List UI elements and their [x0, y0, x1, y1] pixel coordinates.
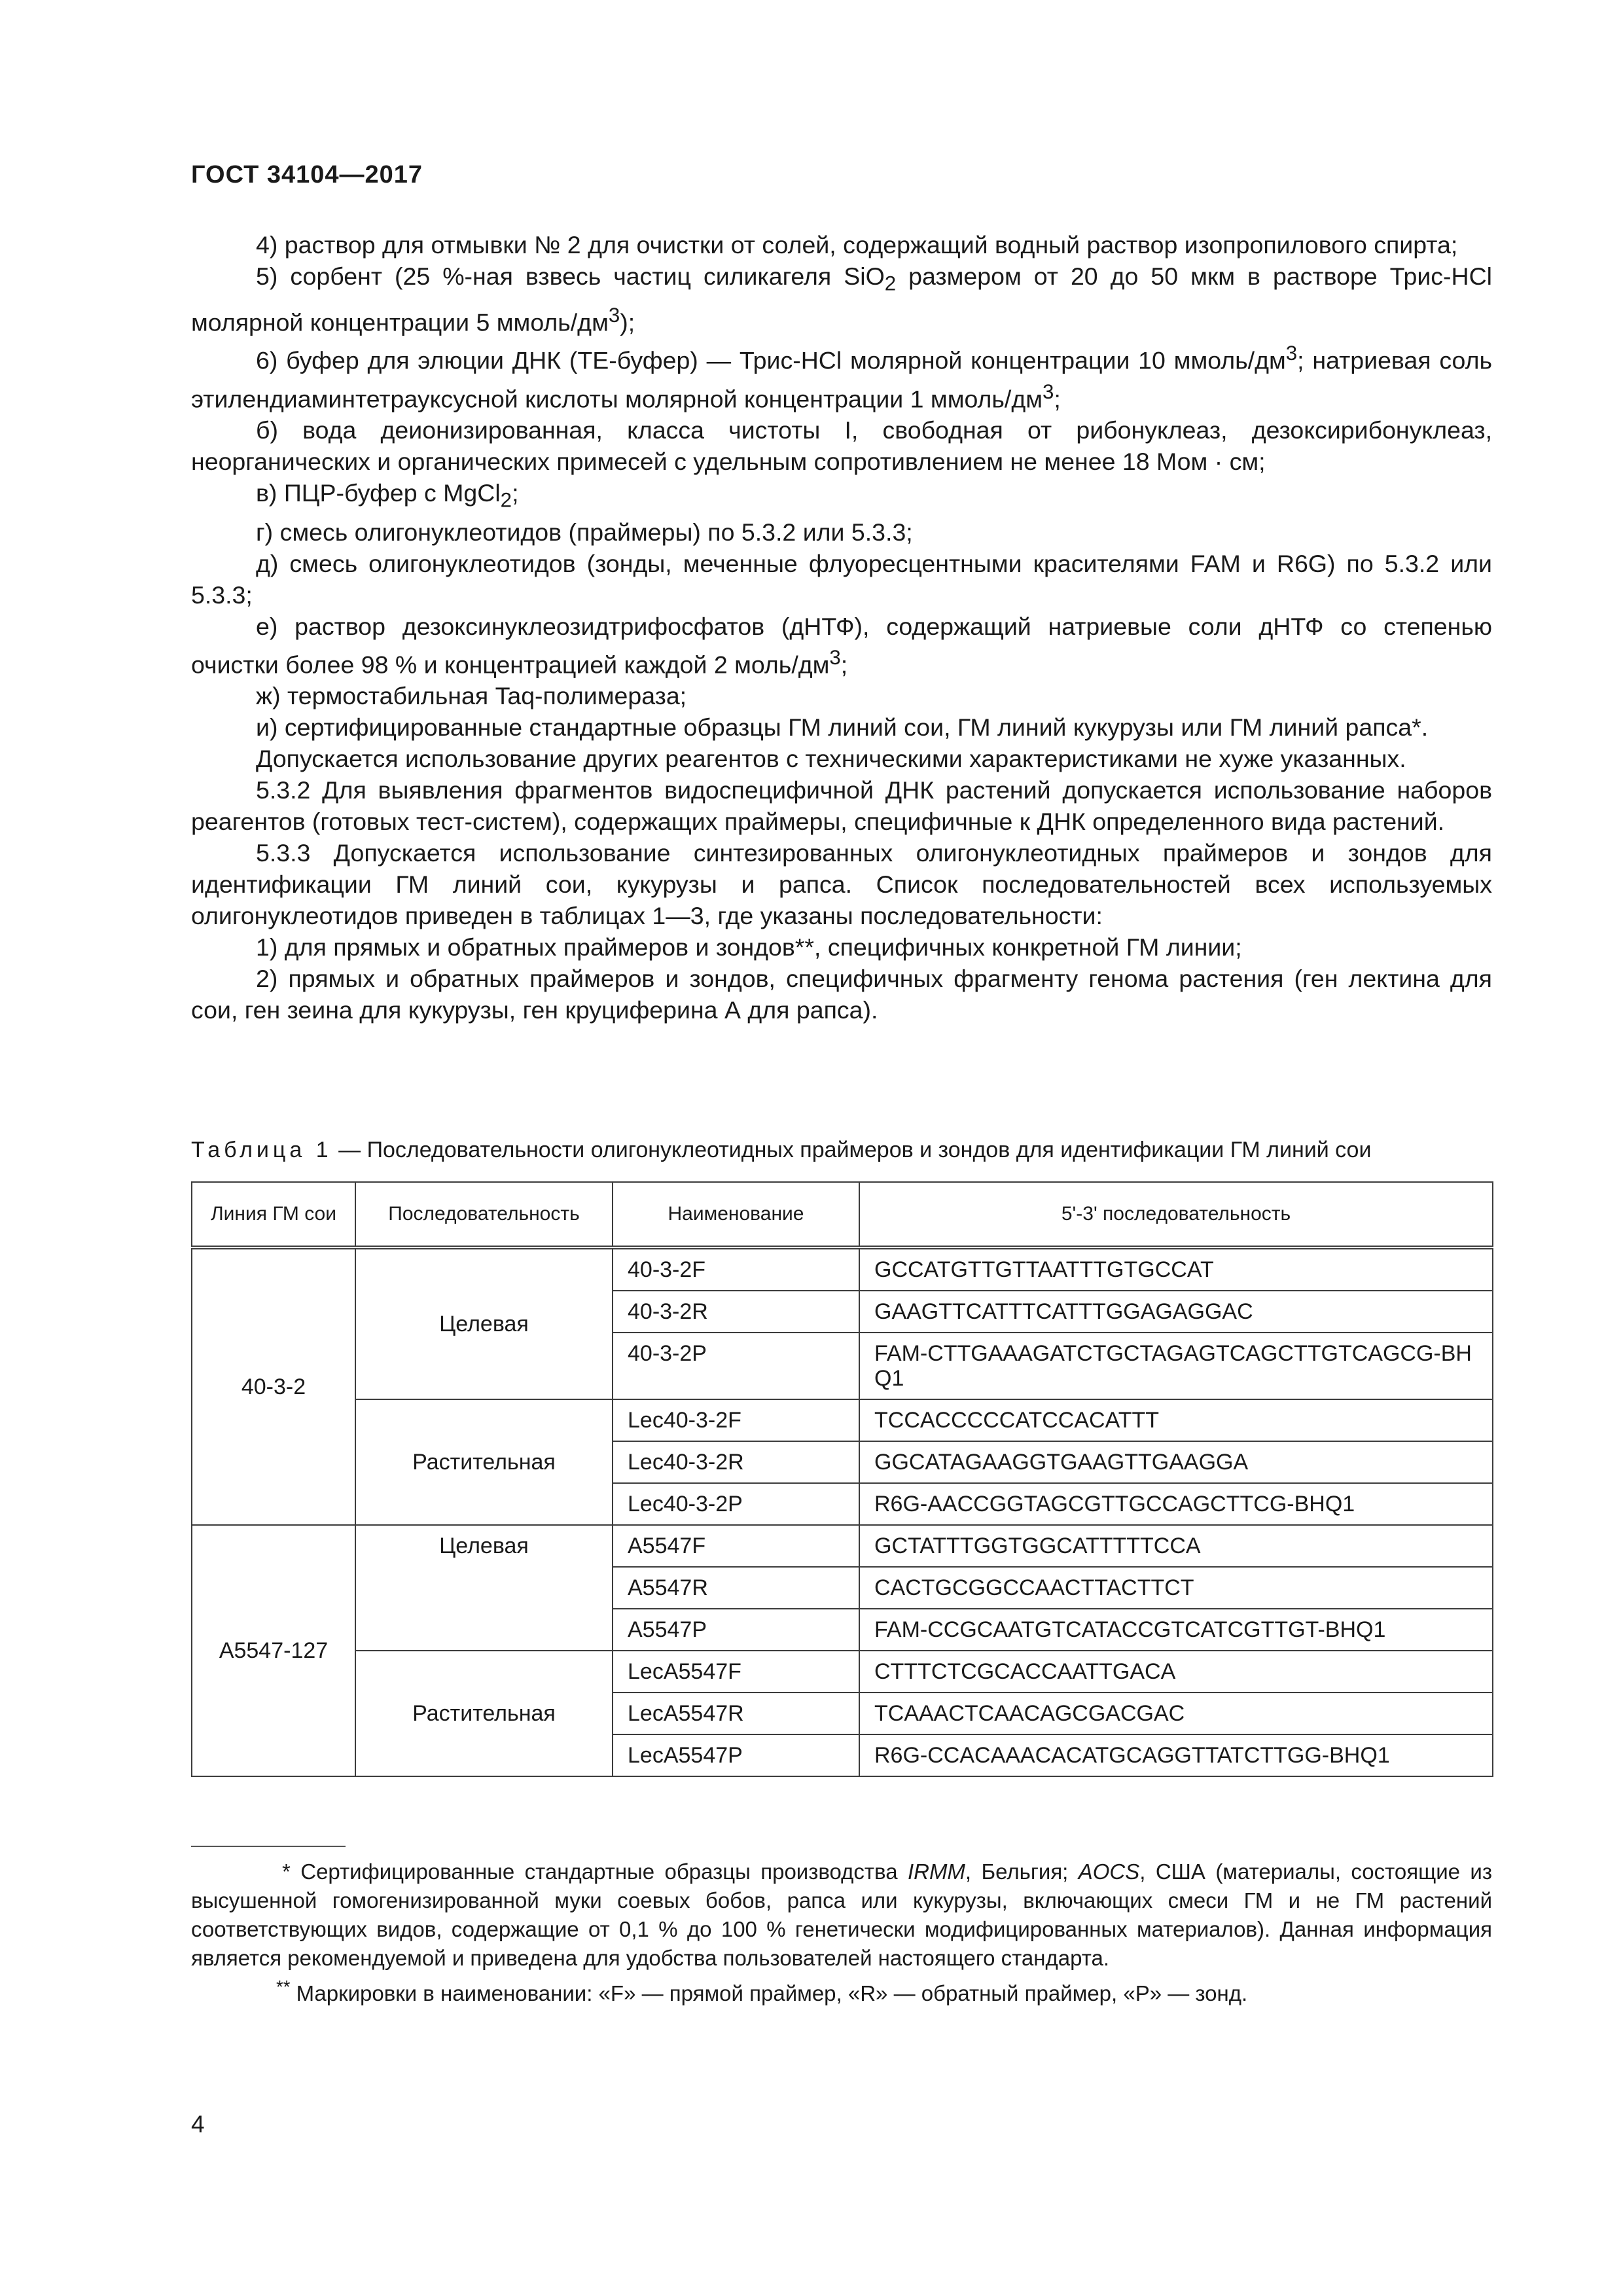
- paragraph-item-e: е) раствор дезоксинуклеозидтрифосфатов (дНТФ), содержащий натриевые соли дНТФ со степенью очистки более 98 % и концентрацией каждой 2 моль/$дм^3$;: [191, 612, 1492, 678]
- primer-sequence-cell: FAM-CTTGAAAGATCTGCTAGAGTCAGCTTGTCAGCG-BHQ1: [859, 1333, 1493, 1399]
- paragraph-item-i: и) сертифицированные стандартные образцы ГМ линий сои, ГМ линий кукурузы или ГМ линий рапса*.: [256, 713, 1429, 741]
- primer-name-cell: 40-3-2F: [613, 1247, 859, 1291]
- paragraph-5-3-2: 5.3.2 Для выявления фрагментов видоспецифичной ДНК растений допускается использование наборов реагентов (готовых тест-систем), содержащих праймеры, специфичные к ДНК определенного вида растений.: [191, 776, 1492, 835]
- paragraph-item-g: г) смесь олигонуклеотидов (праймеры) по 5.3.2 или 5.3.3;: [256, 518, 913, 546]
- primer-name-cell: LecA5547F: [613, 1651, 859, 1693]
- primer-name-cell: 40-3-2R: [613, 1291, 859, 1333]
- paragraph-item-6: 6) буфер для элюции ДНК (ТЕ-буфер) — Трис-HCl молярной концентрации 10 ммоль/$дм^3$; натриевая соль этилендиаминтетрауксусной кислоты молярной концентрации 1 ммоль/$дм^3$;: [191, 342, 1492, 412]
- paragraph-5-3-3: 5.3.3 Допускается использование синтезированных олигонуклеотидных праймеров и зондов для идентификации ГМ линий сои, кукурузы и рапса. Список последовательностей всех используемых олигонуклеотидов приведен в таблицах 1—3, где указаны последовательности:: [191, 839, 1492, 929]
- primer-sequence-cell: GCCATGTTGTTAATTTGTGCCAT: [859, 1247, 1493, 1291]
- table-row: [192, 1399, 1493, 1441]
- footnotes: [191, 1857, 1492, 2008]
- primer-name-cell: 40-3-2P: [613, 1333, 859, 1399]
- primer-sequence-cell: TCAAACTCAACAGCGACGAC: [859, 1693, 1493, 1734]
- gm-line-cell: 40-3-2: [192, 1247, 355, 1525]
- primer-sequence-cell: FAM-CCGCAATGTCATACCGTCATCGTTGT-BHQ1: [859, 1609, 1493, 1651]
- footnote-2: ** Маркировки в наименовании: «F» — прямой праймер, «R» — обратный праймер, «P» — зонд.: [276, 1977, 1248, 2005]
- primer-name-cell: Lec40-3-2F: [613, 1399, 859, 1441]
- sequence-type-cell: Целевая: [355, 1247, 613, 1399]
- paragraph-item-4: 4) раствор для отмывки № 2 для очистки от солей, содержащий водный раствор изопропилового спирта;: [256, 231, 1458, 259]
- paragraph-item-v: в) ПЦР-буфер с MgCl$_2$;: [256, 479, 519, 512]
- paragraph-list-2: 2) прямых и обратных праймеров и зондов, специфичных фрагменту генома растения (ген лектина для сои, ген зеина для кукурузы, ген круциферина А для рапса).: [191, 965, 1492, 1024]
- table-header-row: [192, 1182, 1493, 1247]
- paragraph-item-zh: ж) термостабильная Taq-полимераза;: [256, 682, 687, 709]
- footnote-1: * Сертифицированные стандартные образцы производства IRMM, Бельгия; AOCS, США (материалы, состоящие из высушенной гомогенизированной муки соевых бобов, рапса или кукурузы, включающих смеси ГМ и не ГМ растений соответствующих видов, содержащие от 0,1 % до 100 % генетически модифицированных материалов). Данная информация является рекомендуемой и приведена для удобства пользователей настоящего стандарта.: [191, 1859, 1492, 1970]
- column-header: Линия ГМ сои: [192, 1182, 355, 1247]
- document-header: ГОСТ 34104—2017: [191, 161, 423, 188]
- primer-name-cell: A5547P: [613, 1609, 859, 1651]
- primer-sequence-cell: CTTTCTCGCACCAATTGACA: [859, 1651, 1493, 1693]
- column-header: Последовательность: [355, 1182, 613, 1247]
- primer-name-cell: LecA5547P: [613, 1734, 859, 1776]
- primer-name-cell: A5547F: [613, 1525, 859, 1567]
- primer-sequence-cell: R6G-CCACAAACACATGCAGGTTATCTTGG-BHQ1: [859, 1734, 1493, 1776]
- gm-line-cell: A5547-127: [192, 1525, 355, 1776]
- sequence-type-cell: Целевая: [355, 1525, 613, 1651]
- primer-name-cell: Lec40-3-2R: [613, 1441, 859, 1483]
- primer-sequence-cell: R6G-AACCGGTAGCGTTGCCAGCTTCG-BHQ1: [859, 1483, 1493, 1525]
- table-row: [192, 1651, 1493, 1693]
- primer-name-cell: A5547R: [613, 1567, 859, 1609]
- table-title: — Последовательности олигонуклеотидных праймеров и зондов для идентификации ГМ линий сои: [332, 1138, 1372, 1162]
- table-caption: [191, 1136, 1492, 1164]
- column-header: Наименование: [613, 1182, 859, 1247]
- paragraph-item-b: б) вода деионизированная, класса чистоты I, свободная от рибонуклеаз, дезоксирибонуклеаз, неорганических и органических примесей с удельным сопротивлением не менее 18 Мом · см;: [191, 416, 1492, 475]
- primer-name-cell: Lec40-3-2P: [613, 1483, 859, 1525]
- paragraph-item-d: д) смесь олигонуклеотидов (зонды, меченные флуоресцентными красителями FAM и R6G) по 5.3.2 или 5.3.3;: [191, 549, 1492, 609]
- paragraph-list-1: 1) для прямых и обратных праймеров и зондов**, специфичных конкретной ГМ линии;: [256, 933, 1242, 961]
- table-row: [192, 1525, 1493, 1567]
- table-row: [192, 1247, 1493, 1291]
- primer-sequence-cell: CACTGCGGCCAACTTACTTCT: [859, 1567, 1493, 1609]
- sequence-type-cell: Растительная: [355, 1651, 613, 1776]
- primer-sequence-cell: GGCATAGAAGGTGAAGTTGAAGGA: [859, 1441, 1493, 1483]
- sequence-table: [191, 1181, 1493, 1777]
- primer-sequence-cell: GAAGTTCATTTCATTTGGAGAGGAC: [859, 1291, 1493, 1333]
- body-text: [191, 229, 1492, 1026]
- primer-sequence-cell: GCTATTTGGTGGCATTTTTCCA: [859, 1525, 1493, 1567]
- primer-sequence-cell: TCCACCCCCATCCACATTT: [859, 1399, 1493, 1441]
- primer-name-cell: LecA5547R: [613, 1693, 859, 1734]
- page-number: 4: [191, 2111, 205, 2138]
- paragraph-note: Допускается использование других реагентов с техническими характеристиками не хуже указанных.: [256, 745, 1406, 772]
- table-label: Таблица 1: [191, 1138, 332, 1162]
- sequence-type-cell: Растительная: [355, 1399, 613, 1525]
- paragraph-item-5: 5) сорбент (25 %-ная взвесь частиц силикагеля SiO$_2$ размером от 20 до 50 мкм в растворе Трис-HCl молярной концентрации 5 ммоль/$дм^3$);: [191, 262, 1492, 336]
- footnote-divider: [191, 1846, 346, 1847]
- column-header: 5'-3' последовательность: [859, 1182, 1493, 1247]
